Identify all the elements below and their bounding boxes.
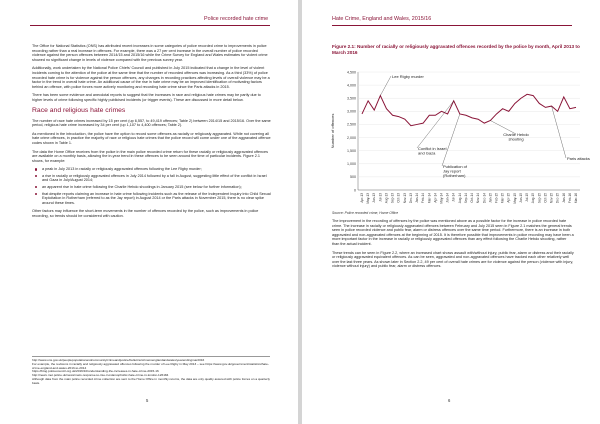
series-line <box>362 94 576 125</box>
page-number: 5 <box>146 398 149 403</box>
x-tick-label: Jan-16 <box>561 193 566 203</box>
right-page <box>302 0 600 424</box>
x-tick-label: Jul-15 <box>525 193 530 202</box>
list-item <box>42 167 272 172</box>
x-tick-label: Dec-14 <box>482 193 487 204</box>
left-page-body <box>32 44 272 223</box>
annotation-label: Publication of Jay report (Rotherham) <box>443 164 468 179</box>
paragraph: Additionally, work undertaken by the National Police Chiefs' Council and published in July 2015 indicated that a change in the level of violent incidents coming to the attention of the police at the same time that the number of recorded offences was increasing. As a third (33%) of police recorded hate crime is for violence against the person offences, any changes in recording practices affecting levels of overall violence may be a factor in the trend in overall hate crime. An additional cause of the rise in hate crime may be an improved identification of motivating factors behind an offence, with police forces more actively monitoring and recording hate crime since the Paris attacks in 2015. <box>32 66 270 89</box>
right-page-body <box>332 219 574 273</box>
annotation-leader <box>442 114 460 166</box>
x-tick-label: Jan-14 <box>415 193 420 203</box>
x-tick-label: Mar-14 <box>427 193 432 204</box>
x-tick-label: Aug-15 <box>531 193 536 204</box>
x-tick-label: Sep-15 <box>537 193 542 204</box>
x-tick-label: Apr-14 <box>433 193 438 203</box>
paragraph: The Office for National Statistics (ONS) has attributed recent increases in some categories of police recorded crime to improvements in police recording rather than a real increase in offences. For example, there was a 27 per cent increase in the overall number of police recorded violence against the person offences between 2014/15 and 2015/16 while the Crime Survey for England and Wales estimates for violent crime showed no significant change in levels of violence compared with the previous survey year. <box>32 44 268 62</box>
paragraph: The data the Home Office receives from the police in the main police recorded crime return for these racially or religiously aggravated offences are available on a monthly basis, allowing the in-year trend in these offences to be seen around the time of particular incidents. Figure 2.1 shows, for example: <box>32 149 269 163</box>
footnote: Although data from the main police recorded crime collection are sent to the Home Office in monthly returns, the data are only quality assured with police forces on a quarterly basis. <box>32 376 270 385</box>
x-tick-label: May-13 <box>366 193 371 204</box>
paragraph: These trends can be seen in Figure 2.2, where an increased chart shows assault with/without injury, public fear, alarm or distress and their racially or religiously aggravated equivalent offences. As can be seen, aggravated and non-aggravated offences have tracked each other relatively well over the last three years. As shown later in Section 2.2, 49 per cent of overall hate crimes are for violence against the person (violence with injury, violence without injury) and public fear, alarm or distress offences. <box>332 250 574 269</box>
x-tick-label: Jun-14 <box>445 193 450 203</box>
annotation-label: Lee Rigby murder <box>392 74 424 79</box>
y-tick-label: 500 <box>350 175 356 180</box>
annotations <box>380 74 590 178</box>
list-item-text: that despite reports claiming an increase in hate crime following incidents such as the release of the Independent Inquiry into Child Sexual Exploitation in Rotherham (referred to as the Jay report) in August 2014 or the Paris attacks in November 2015, there is no clear spike around these times. <box>42 191 271 205</box>
bullet-icon <box>35 175 37 177</box>
annotation-label: Charlie Hebdo shooting <box>503 132 529 142</box>
left-page <box>0 0 298 424</box>
bullet-icon <box>35 186 37 188</box>
x-tick-label: Nov-14 <box>476 193 481 204</box>
footnotes <box>32 356 270 386</box>
right-page-header: Hate Crime, England and Wales, 2015/16 <box>332 16 432 22</box>
paragraph: The number of race hate crimes increased by 15 per cent (up 6,557, to 49,419 offences; Table 2) between 2014/15 and 2015/16. Over the same period, religious hate crime increased by 34 per cent (up 1,107 to 4,400 offences; Table 2). <box>32 118 271 128</box>
x-tick-label: Aug-13 <box>384 193 389 204</box>
x-tick-label: May-15 <box>512 193 517 204</box>
y-tick-label: 2,000 <box>347 135 356 140</box>
x-tick-label: Apr-15 <box>506 193 511 203</box>
x-tick-label: Jan-15 <box>488 193 493 203</box>
list-item-text: a peak in July 2013 in racially or religiously aggravated offences following the Lee Rigby murder; <box>42 167 202 172</box>
y-tick-label: 3,500 <box>347 96 356 101</box>
x-tick-label: Mar-15 <box>500 193 505 204</box>
y-tick-label: 1,500 <box>347 148 356 153</box>
x-tick-label: Oct-15 <box>543 193 548 203</box>
annotation-leader <box>380 76 391 96</box>
x-tick-label: Mar-16 <box>574 193 578 204</box>
x-tick-label: Oct-13 <box>396 193 401 203</box>
x-tick-label: Jun-13 <box>372 193 377 203</box>
bullet-list <box>32 167 272 205</box>
bullet-icon <box>35 193 37 195</box>
x-tick-label: Feb-14 <box>421 193 426 204</box>
x-tick-label: Nov-15 <box>549 193 554 204</box>
footnote: For example, the revisions in racially and religiously aggravated offences following the murder of Lee Rigby in May 2013 – see https://www.gov.uk/government/statistics/hate-crime-england-and-wales-2013-to-2014 <box>32 361 269 370</box>
annotation-label: Conflict in Israel and Gaza <box>418 146 447 156</box>
annotation-label: Paris attacks <box>567 156 590 161</box>
list-item-text: an apparent rise in hate crime following the Charlie Hebdo shootings in January 2015 (see below for further information); <box>42 185 242 190</box>
left-page-header: Police recorded hate crime <box>204 16 269 22</box>
list-item <box>42 174 272 183</box>
annotation-leader <box>552 106 566 158</box>
footnote: http://news.met.police.uk/news/mets-response-to-rise-in-islamophobic-hate-crime-in-london-126184 <box>32 373 169 378</box>
gridlines <box>358 72 580 177</box>
line-chart <box>328 64 590 214</box>
x-tick-label: Sep-14 <box>463 193 468 204</box>
paragraph: There has been some evidence and anecdotal reports to suggest that the increases in race and religious hate crimes may be partly due to higher levels of crime following specific highly publicised incidents (or trigger events). These are discussed in more detail below. <box>32 93 261 102</box>
x-tick-labels <box>360 193 578 204</box>
x-tick-label: May-14 <box>439 193 444 204</box>
y-tick-label: 4,000 <box>347 83 356 88</box>
x-tick-label: Dec-15 <box>555 193 560 204</box>
footnote: https://blog.policecouncil.org.uk/2016/10/understanding-the-increases-in-hate-crime-2015-16 <box>32 369 159 374</box>
y-tick-label: 1,000 <box>347 162 356 167</box>
y-tick-label: 0 <box>354 188 356 193</box>
x-tick-label: Jun-15 <box>518 193 523 203</box>
x-tick-label: Jul-14 <box>451 193 456 202</box>
left-header-rule <box>30 25 270 26</box>
x-tick-label: Aug-14 <box>457 193 462 204</box>
y-tick-labels <box>347 70 356 192</box>
bullet-icon <box>35 168 37 170</box>
list-item-text: a rise in racially or religiously aggravated offences in July 2014 followed by a fall in August, suggesting little effect of the conflict in Israel and Gaza in July/August 2014; <box>42 173 267 183</box>
list-item <box>42 192 272 206</box>
y-axis-label: Number of offences <box>330 113 335 149</box>
x-tick-label: Nov-13 <box>402 193 407 204</box>
paragraph: Other factors may influence the short-term movements in the number of offences recorded by the police, such as improvements in police recording, so trends should be considered with caution. <box>32 209 259 219</box>
paragraph: As mentioned in the introduction, the police have the option to record some offences as racially or religiously aggravated. While not covering all hate crime offences, in practice the majority of race or religious hate crimes that the police record will come under one of the aggravated offence codes shown in Table 1. <box>32 131 271 145</box>
x-tick-label: Feb-16 <box>567 193 572 204</box>
x-tick-label: Dec-13 <box>408 193 413 204</box>
section-heading: Race and religious hate crimes <box>32 106 126 114</box>
y-tick-label: 3,000 <box>347 109 356 114</box>
footnote: http://www.ons.gov.uk/peoplepopulationandcommunity/crimeandjustice/bulletins/crimeinenglandandwales/yearendingmar2016 <box>32 358 205 362</box>
figure-title: Figure 2.1: Number of racially or religiously aggravated offences recorded by the police by month, April 2013 to March 2016 <box>332 44 580 55</box>
x-tick-label: Apr-13 <box>360 193 364 203</box>
list-item <box>42 185 272 190</box>
x-tick-label: Oct-14 <box>470 193 475 203</box>
y-tick-label: 2,500 <box>347 122 356 127</box>
x-tick-label: Feb-15 <box>494 193 499 204</box>
page-number: 6 <box>448 398 451 403</box>
x-tick-label: Sep-13 <box>390 193 395 204</box>
y-tick-label: 4,500 <box>347 70 356 75</box>
paragraph: The improvement in the recording of offences by the police was mentioned above as a possible factor for the increase in police recorded hate crime. The increase in racially or religiously aggravated offences between February and July 2015 seen in Figure 2.1 matches the general trends seen in police recorded violence and public fear, alarm or distress offences over the same time period. Furthermore, there is an increase in both aggravated and non-aggravated offences at the beginning of 2015. It is therefore possible that improvements in police recording may have been a more important factor in the increase in racially or religiously aggravated offences than any effect following the Charlie Hebdo shooting, rather than the actual incident. <box>332 219 574 246</box>
right-header-rule <box>332 25 572 26</box>
x-tick-label: Jul-13 <box>378 193 383 202</box>
figure-source: Source: Police recorded crime, Home Office <box>332 211 399 215</box>
